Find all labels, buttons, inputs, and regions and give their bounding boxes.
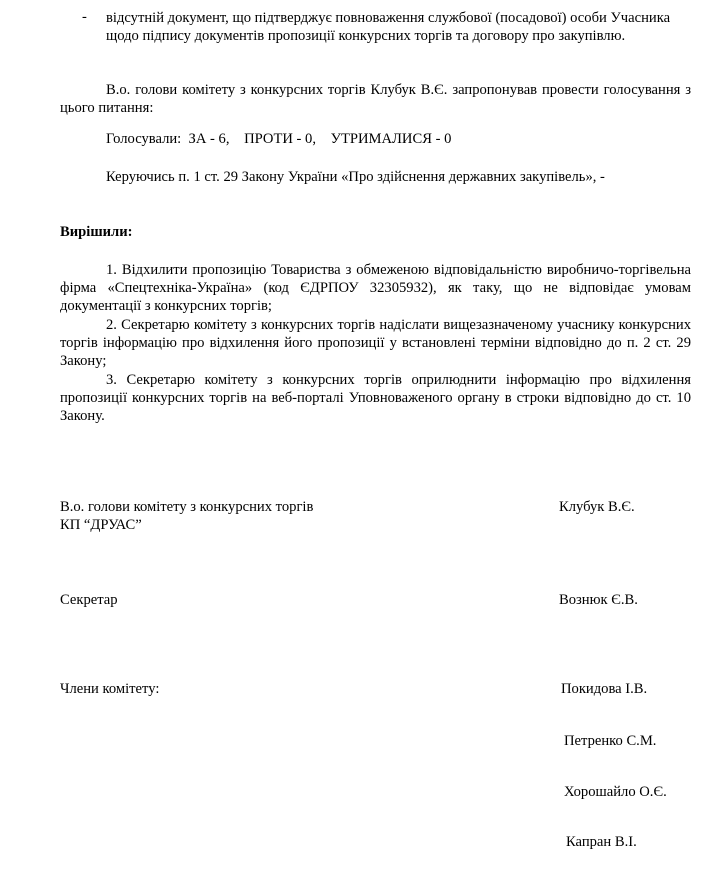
secretary-title: Секретар	[60, 592, 118, 608]
member-name: Покидова І.В.	[561, 681, 648, 697]
vote-proty: ПРОТИ - 0,	[244, 131, 317, 147]
bullet-dash: -	[82, 9, 87, 25]
decision-item-1: 1. Відхилити пропозицію Товариства з обмеженою відповідальністю виробничо-торгівельна фірма «Спецтехніка-Україна» (код ЄДРПОУ 32305932), як таку, що не відповідає умовам документації з конкурсних торгів;	[60, 262, 691, 314]
vote-line	[106, 131, 451, 148]
chair-title: В.о. голови комітету з конкурсних торгів	[60, 499, 314, 515]
chair-name: Клубук В.Є.	[559, 499, 635, 515]
chair-org: КП “ДРУАС”	[60, 517, 142, 533]
vote-utrymalysia: УТРИМАЛИСЯ - 0	[330, 131, 452, 147]
proposal-paragraph: В.о. голови комітету з конкурсних торгів Клубук В.Є. запропонував провести голосування з цього питання:	[60, 82, 691, 116]
decision-item-2: 2. Секретарю комітету з конкурсних торгів надіслати вищезазначеному учаснику конкурсних торгів інформацію про відхилення його пропозиції у встановлені терміни відповідно до п. 2 ст. 29 Закону;	[60, 317, 691, 369]
secretary-name: Вознюк Є.В.	[559, 592, 638, 608]
vote-za: ЗА - 6,	[188, 131, 230, 147]
decision-item-3: 3. Секретарю комітету з конкурсних торгів оприлюднити інформацію про відхилення пропозиції конкурсних торгів на веб-порталі Уповноваженого органу в строки відповідно до ст. 10 Закону.	[60, 372, 691, 424]
member-name: Хорошайло О.Є.	[564, 784, 667, 800]
vote-label: Голосували:	[106, 131, 182, 147]
members-title: Члени комітету:	[60, 681, 160, 697]
guided-by-paragraph: Керуючись п. 1 ст. 29 Закону України «Про здійснення державних закупівель», -	[106, 169, 605, 185]
member-name: Капран В.І.	[566, 834, 637, 850]
member-name: Петренко С.М.	[564, 733, 657, 749]
bullet-item-text: відсутній документ, що підтверджує повноваження службової (посадової) особи Учасника щодо підпису документів пропозиції конкурсних торгів та договору про закупівлю.	[106, 10, 671, 44]
decided-heading: Вирішили:	[60, 224, 133, 240]
